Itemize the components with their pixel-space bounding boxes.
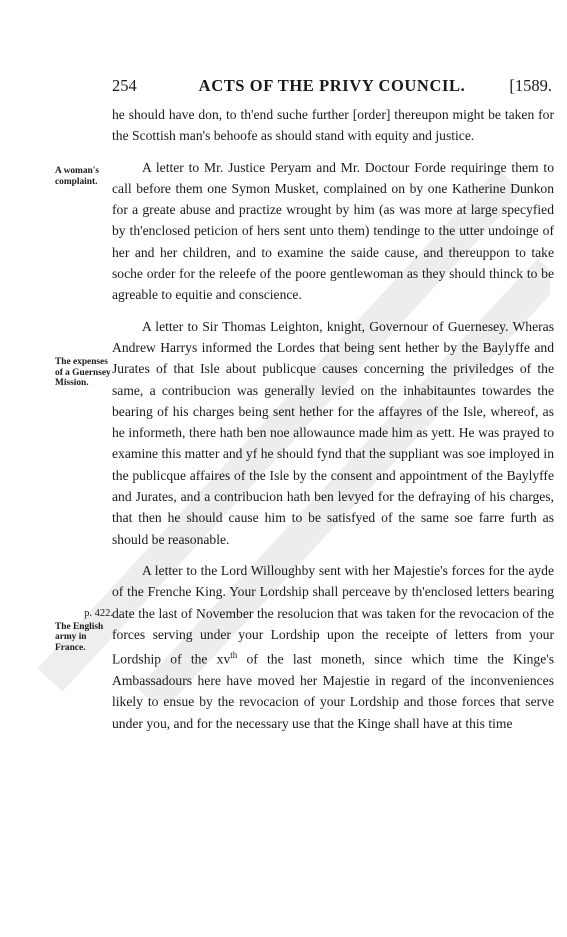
paragraph-guernsey-mission: A letter to Sir Thomas Leighton, knight, Governour of Guernesey. Wheras Andrew Harrys informed the Lordes that being sent hether by the Baylyffe and Jurates of that Isle about publicque causes concerning the priviledges of the same, a contribucion was generally levied on the inhabitauntes towardes the bearing of his charges being sent hether for the affayres of the Isle, whereof, as he informeth, there hath ben noe allowaunce made him as yett. He was prayed to examine this matter and yf he should fynd that the suppliant was soe imployed in the publicque affaires of the Isle by the consent and appointment of the Baylyffe and Jurates, and a contribucion hath ben levyed for the defraying of his charges, that then he should cause him to be satisfyed of the same soe farre furth as should be reasonable. (112, 318, 554, 547)
year-marker: [1589. (509, 76, 552, 95)
running-title: ACTS OF THE PRIVY COUNCIL. (198, 76, 466, 95)
margin-note-text: The English army in France. (55, 621, 104, 653)
paragraph-text-cont: of the last moneth, since which time the Kinge's Ambassadours here have moved her Majestie in regard of the inconveniences likely to ensue by the revocacion of your Lordship and those forces that serve under you, and for the necessary use that the Kinge shall have at this time (112, 651, 555, 731)
superscript-th: th (230, 650, 238, 661)
paragraph-english-army (112, 560, 554, 734)
margin-note-guernsey-mission (55, 357, 113, 389)
paragraph-continuation: he should have don, to th'end suche further [order] thereupon might be taken for the Scottish man's behoofe as should stand with equity and justice. (112, 107, 554, 144)
margin-note-english-army (55, 609, 113, 653)
page-number: 254 (112, 76, 137, 95)
paragraph-womans-complaint: A letter to Mr. Justice Peryam and Mr. Doctour Forde requiringe them to call before them one Symon Musket, complained on by one Katherine Dunkon for a greate abuse and practize wrought by him (as was more at large specyfied by th'enclosed peticion of hers sent unto them) tendinge to the utter undoinge of her and her children, and to examine the saide cause, and thereuppon to take soche order for the releefe of the poore gentlewoman as they should thinck to be agreable to equitie and conscience. (112, 159, 554, 303)
margin-note-text: The expenses of a Guernsey Mission. (55, 357, 111, 389)
margin-note-womans-complaint (55, 166, 113, 187)
margin-note-text: A woman's complaint. (55, 166, 100, 187)
paragraph-text: A letter to the Lord Willoughby sent with her Majestie's forces for the ayde of the Frenche King. Your Lordship shall perceave by th'enclosed letters bearing date the last of November the resolucion that was taken for the revocacion of the forces serving under your Lordship upon the receipte of letters from your Lordship of the xv (112, 562, 554, 667)
running-header (112, 76, 552, 98)
margin-page-reference: p. 422. (84, 608, 113, 619)
page-body (112, 104, 554, 734)
